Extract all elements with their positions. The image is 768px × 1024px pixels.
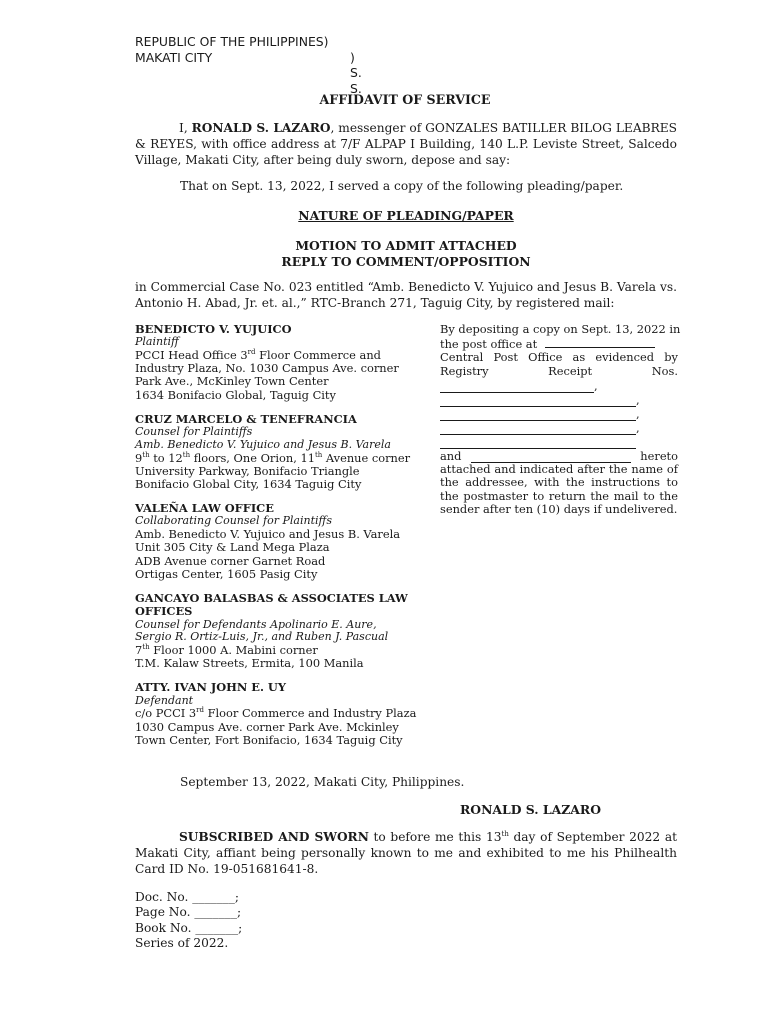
party-plaintiff-counsel: CRUZ MARCELO & TENEFRANCIA Counsel for Plaintiffs Amb. Benedicto V. Yujuico and Jesus B. Varela 9th to 12th floors, One Orion, 11th Avenue corner University Parkway, Bonifacio Triangle Bonifacio Global City, 1634 Taguig City bbox=[135, 411, 411, 491]
service-statement: That on Sept. 13, 2022, I served a copy of the following pleading/paper. bbox=[180, 179, 624, 193]
series: Series of 2022. bbox=[135, 935, 229, 950]
party-collaborating-counsel: VALEÑA LAW OFFICE Collaborating Counsel for Plaintiffs Amb. Benedicto V. Yujuico and Jesus B. Varela Unit 305 City & Land Mega Plaza ADB Avenue corner Garnet Road Ortigas Center, 1605 Pasig City bbox=[135, 501, 401, 581]
receipt-blank-4: , bbox=[440, 421, 678, 435]
book-no: Book No. _______; bbox=[135, 920, 243, 935]
parties-list bbox=[135, 323, 425, 747]
receipt-blank-2: , bbox=[440, 393, 678, 407]
receipt-blank-3: , bbox=[440, 407, 678, 421]
date-place: September 13, 2022, Makati City, Philippines. bbox=[180, 775, 465, 789]
document-title: AFFIDAVIT OF SERVICE bbox=[319, 92, 491, 107]
page-no: Page No. _______; bbox=[135, 905, 242, 920]
receipt-blank-1: , bbox=[440, 379, 678, 393]
post-office-blank bbox=[545, 337, 655, 348]
deposit-line-3: Central Post Office as evidenced by bbox=[440, 350, 678, 364]
party-defendants-counsel: GANCAYO BALASBAS & ASSOCIATES LAW OFFICES Counsel for Defendants Apolinario E. Aure, Sergio R. Ortiz-Luis, Jr., and Ruben J. Pascual 7th Floor 1000 A. Mabini corner T.M. Kalaw Streets, Ermita, 100 Manila bbox=[135, 591, 408, 671]
party-plaintiff: BENEDICTO V. YUJUICO Plaintiff PCCI Head Office 3rd Floor Commerce and Industry Plaza, No. 1030 Campus Ave. corner Park Ave., McKinley Town Center 1634 Bonifacio Global, Taguig City bbox=[135, 322, 399, 402]
deposit-tail: attached and indicated after the name of the addressee, with the instructions to the postmaster to return the mail to the sender after ten (10) days if undelivered. bbox=[440, 462, 678, 517]
venue-city-name: MAKATI CITY bbox=[135, 49, 213, 65]
signature-name: RONALD S. LAZARO bbox=[460, 802, 602, 817]
affiant-name: RONALD S. LAZARO bbox=[191, 121, 331, 135]
motion-title: MOTION TO ADMIT ATTACHED REPLY TO COMMENT/OPPOSITION bbox=[281, 238, 531, 269]
jurat-heading: SUBSCRIBED AND SWORN bbox=[179, 830, 369, 844]
deposit-statement bbox=[440, 322, 681, 517]
intro-paragraph: I, RONALD S. LAZARO, messenger of GONZALES BATILLER BILOG LEABRES & REYES, with office address at 7/F ALPAP I Building, 140 L.P. Leviste Street, Salcedo Village, Makati City, after being duly sworn, depose and say: bbox=[135, 121, 678, 167]
nature-heading: NATURE OF PLEADING/PAPER bbox=[298, 208, 514, 223]
deposit-line-and: and hereto bbox=[440, 448, 678, 463]
venue-republic: REPUBLIC OF THE PHILIPPINES) bbox=[135, 34, 329, 49]
deposit-line-2: the post office at bbox=[440, 337, 678, 351]
venue-city bbox=[135, 49, 362, 96]
deposit-line-1: By depositing a copy on Sept. 13, 2022 in bbox=[440, 322, 681, 336]
venue-ss: ) S. S. bbox=[350, 49, 362, 96]
venue-header bbox=[135, 34, 362, 96]
deposit-line-4: Registry Receipt Nos. bbox=[440, 364, 678, 378]
jurat-paragraph: SUBSCRIBED AND SWORN to before me this 13th day of September 2022 at Makati City, affiant being personally known to me and exhibited to me his Philhealth Card ID No. 19-051681641-8. bbox=[135, 829, 678, 876]
notarial-register bbox=[135, 890, 242, 951]
party-defendant: ATTY. IVAN JOHN E. UY Defendant c/o PCCI 3rd Floor Commerce and Industry Plaza 1030 Campus Ave. corner Park Ave. Mckinley Town Center, Fort Bonifacio, 1634 Taguig City bbox=[135, 680, 417, 747]
doc-no: Doc. No. _______; bbox=[135, 890, 239, 904]
case-paragraph: in Commercial Case No. 023 entitled “Amb. Benedicto V. Yujuico and Jesus B. Varela vs. Antonio H. Abad, Jr. et. al.,” RTC-Branch 271, Taguig City, by registered mail: bbox=[135, 280, 677, 310]
receipt-blank-5 bbox=[440, 435, 678, 449]
